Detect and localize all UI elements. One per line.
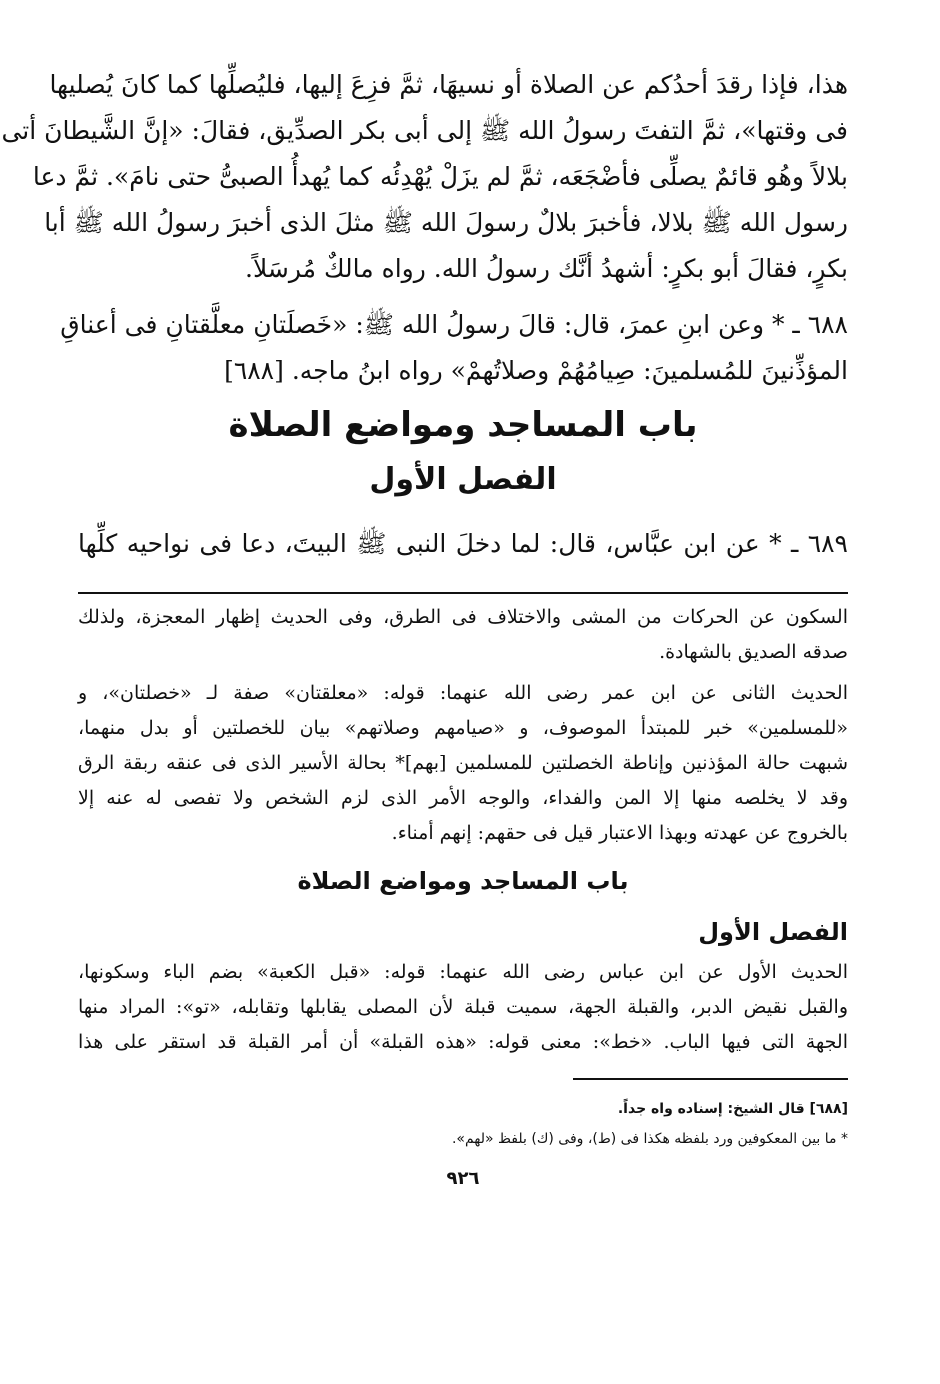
main-line-4: رسول الله ﷺ بلالا، فأخبرَ بلالٌ رسولَ الله ﷺ مثلَ الذى أخبرَ رسولُ الله ﷺ أبا xyxy=(44,208,848,237)
commentary-line: شبهت حالة المؤذنين وإناطة الخصلتين للمسلمين [بهم]* بحالة الأسير الذى فى عنقه ربقة الرق xyxy=(78,752,848,774)
commentary-line: صدقه الصديق بالشهادة. xyxy=(659,641,848,663)
commentary-line: الحديث الأول عن ابن عباس رضى الله عنهما: قوله: «قبل الكعبة» بضم الباء وسكونها، xyxy=(78,961,848,983)
hadith-688-line-2: المؤذِّنينَ للمُسلمينَ: صِيامُهُمْ وصلاتُهمْ» رواه ابنُ ماجه. [٦٨٨] xyxy=(224,356,848,385)
commentary-line: «للمسلمين» خبر للمبتدأ الموصوف، و «صيامهم وصلاتهم» بيان للخصلتين أو بدل منهما، xyxy=(78,717,848,739)
section-title: الفصل الأول xyxy=(369,462,557,497)
commentary-line: الجهة التى فيها الباب. «خط»: معنى قوله: «هذه القبلة» أن أمر القبلة قد استقر على هذا xyxy=(78,1031,848,1053)
footnote-divider xyxy=(573,1078,848,1080)
commentary-block xyxy=(78,600,848,1060)
commentary-divider xyxy=(78,592,848,594)
commentary-line: والقبل نقيض الدبر، والقبلة الجهة، سميت قبلة لأن المصلى يقابلها وتقابله، «تو»: المراد منها xyxy=(78,996,848,1018)
footnote-688: [٦٨٨] قال الشيخ: إسناده واه جداً. xyxy=(617,1101,848,1117)
footnote-star: * ما بين المعكوفين ورد بلفظه هكذا فى (ط)، وفى (ك) بلفظ «لهم». xyxy=(451,1131,848,1147)
commentary-line: وقد لا يخلصه منها إلا المن والفداء، والوجه الأمر الذى لزم الشخص ولا تفصى له عنه إلا xyxy=(78,787,848,809)
footnotes xyxy=(78,1094,848,1154)
commentary-chapter-title: باب المساجد ومواضع الصلاة xyxy=(297,867,629,895)
chapter-title: باب المساجد ومواضع الصلاة xyxy=(228,405,698,445)
main-line-3: بلالاً وهُو قائمٌ يصلِّى فأضْجَعَه، ثمَّ لم يزَلْ يُهْدِئُه كما يُهدأُ الصبىُّ حتى نامَ». ثمَّ دعا xyxy=(32,162,848,191)
main-line-5: بكرٍ، فقالَ أبو بكرٍ: أشهدُ أنَّك رسولُ الله. رواه مالكٌ مُرسَلاً. xyxy=(245,254,848,283)
hadith-689: ٦٨٩ ـ * عن ابن عبَّاس، قال: لما دخلَ النبى ﷺ البيتَ، دعا فى نواحيه كلِّها xyxy=(78,529,848,558)
commentary-line: الحديث الثانى عن ابن عمر رضى الله عنهما: قوله: «معلقتان» صفة لـ «خصلتان»، و xyxy=(78,682,848,704)
commentary-line: بالخروج عن عهدته وبهذا الاعتبار قيل فى حقهم: إنهم أمناء. xyxy=(391,822,848,844)
hadith-688 xyxy=(60,302,848,394)
page-body xyxy=(1,62,848,1196)
commentary-section-title: الفصل الأول xyxy=(698,918,848,946)
page-number: ٩٢٦ xyxy=(446,1168,480,1189)
commentary-line: السكون عن الحركات من المشى والاختلاف فى الطرق، وفى الحديث إظهار المعجزة، ولذلك xyxy=(78,606,848,628)
main-text-block xyxy=(1,62,848,292)
hadith-688-line-1: ٦٨٨ ـ * وعن ابنِ عمرَ، قال: قالَ رسولُ الله ﷺ: «خَصلَتانِ معلَّقتانِ فى أعناقِ xyxy=(60,310,848,339)
main-line-2: فى وقتها»، ثمَّ التفتَ رسولُ الله ﷺ إلى أبى بكر الصدِّيق، فقالَ: «إنَّ الشَّيطانَ أتى xyxy=(1,116,848,145)
main-line-1: هذا، فإذا رقدَ أحدُكم عن الصلاة أو نسيهَا، ثمَّ فزِعَ إليها، فليُصلِّها كما كانَ يُصليها xyxy=(49,70,848,99)
